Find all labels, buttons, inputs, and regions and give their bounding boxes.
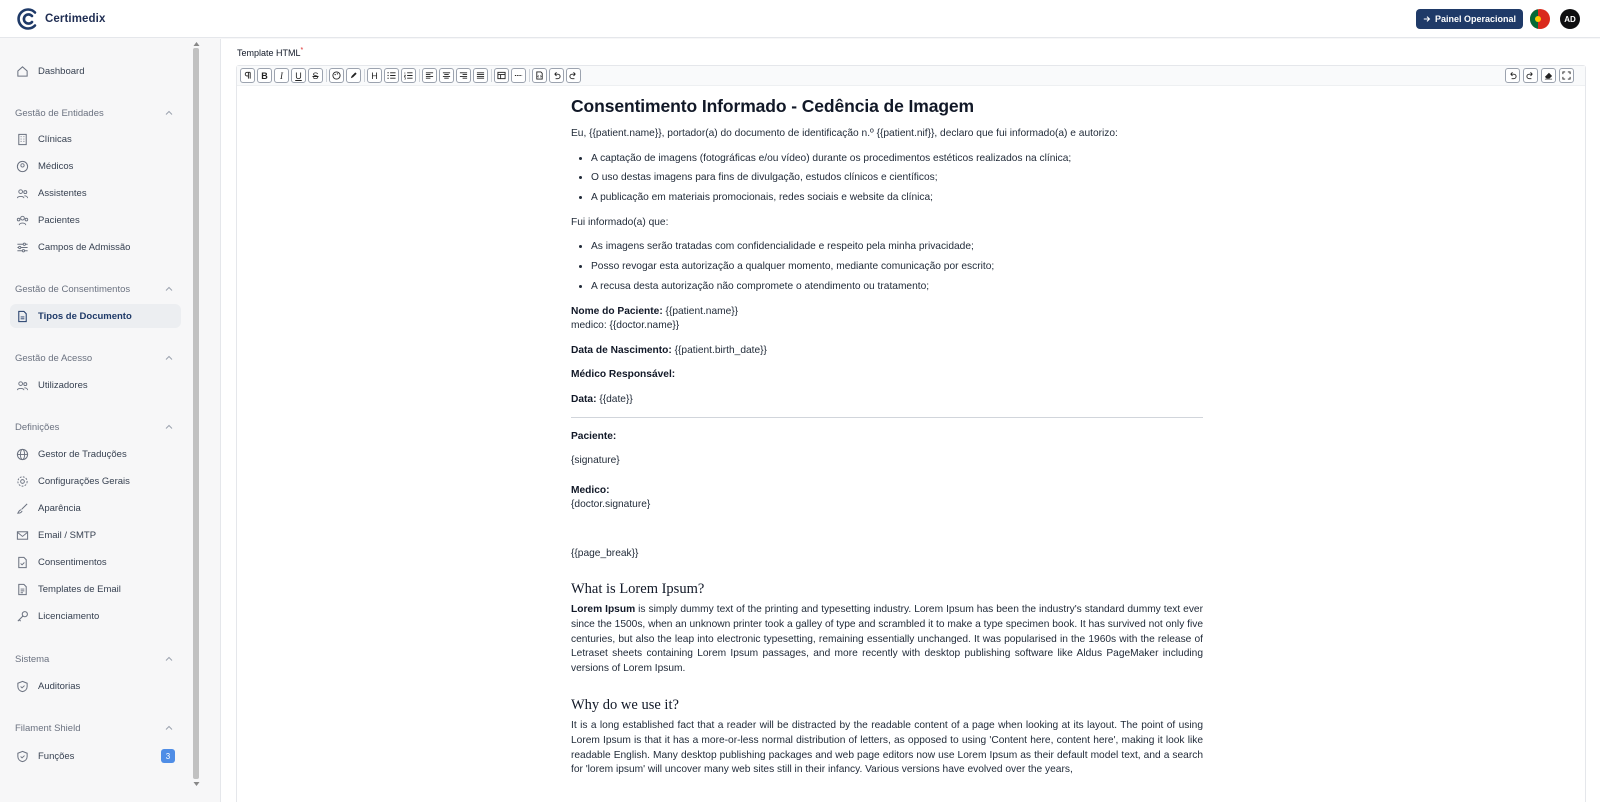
operational-panel-label: Painel Operacional [1435, 14, 1517, 24]
why-paragraph: It is a long established fact that a reader will be distracted by the readable content of a page when looking at its layout. The point of using Lorem Ipsum is that it has a more-or-less normal distribution of letters, as opposed to using 'Content here, content here', making it look like readable English. Many desktop publishing packages and web page editors now use Lorem Ipsum as their default model text, and a search for 'lorem ipsum' will uncover many web sites still in their infancy. Various versions have evolved over the years, [571, 720, 1203, 776]
chevron-up-icon[interactable] [165, 285, 173, 293]
envelope-icon [16, 529, 29, 542]
sidebar-item-label: Tipos de Documento [38, 310, 132, 322]
sidebar-item-medicos[interactable] [10, 154, 181, 178]
group-title-filament-shield[interactable]: Filament Shield [15, 723, 81, 734]
sidebar-item-assistentes[interactable] [10, 181, 181, 205]
user-circle-icon [16, 160, 29, 173]
sidebar-item-tipos-documento[interactable] [10, 304, 181, 328]
toolbar-divider [529, 69, 530, 82]
sidebar-item-consentimentos[interactable] [10, 550, 181, 574]
patient-signature-label-block [571, 430, 1203, 445]
document-title: Consentimento Informado - Cedência de Imagem [571, 96, 975, 116]
sidebar-item-label: Consentimentos [38, 556, 107, 568]
align-center-icon[interactable] [439, 68, 454, 83]
doctor-name-line: medico: {{doctor.name}} [571, 320, 680, 332]
sidebar-item-label: Dashboard [38, 65, 85, 77]
highlight-icon[interactable] [346, 68, 361, 83]
shield-check-icon [16, 680, 29, 693]
birth-date-block [571, 344, 1203, 359]
birth-date-value: {{patient.birth_date}} [671, 344, 767, 356]
source-icon[interactable] [532, 68, 547, 83]
building-icon [16, 133, 29, 146]
align-right-icon[interactable] [456, 68, 471, 83]
shield-check-icon [16, 750, 29, 763]
users-icon [16, 187, 29, 200]
app-name: Certimedix [45, 13, 106, 25]
operational-panel-button[interactable] [1416, 9, 1523, 29]
divider [571, 417, 1203, 418]
birth-date-label: Data de Nascimento: [571, 344, 672, 356]
doctor-signature: {doctor.signature} [571, 499, 651, 511]
bullet-list-icon[interactable] [384, 68, 399, 83]
sidebar-item-label: Médicos [38, 160, 74, 172]
sidebar-item-label: Email / SMTP [38, 529, 97, 541]
toolbar-divider [326, 69, 327, 82]
sidebar-item-label: Licenciamento [38, 610, 100, 622]
list-item: • O uso destas imagens para fins de divulgação, estudos clínicos e científicos; [591, 171, 1203, 186]
sidebar-item-email-smtp[interactable] [10, 523, 181, 547]
user-group-icon [16, 214, 29, 227]
group-title-system[interactable]: Sistema [15, 654, 50, 665]
top-bar [0, 0, 1600, 38]
sidebar-item-auditorias[interactable] [10, 674, 181, 698]
redo-icon[interactable] [1523, 68, 1538, 83]
scroll-thumb[interactable] [193, 48, 199, 779]
main-content [220, 39, 1600, 802]
home-icon [16, 65, 29, 78]
informed-list [571, 240, 1203, 294]
ordered-list-icon[interactable] [401, 68, 416, 83]
sidebar-item-label: Pacientes [38, 214, 80, 226]
portugal-flag-icon[interactable] [1530, 9, 1550, 29]
chevron-up-icon[interactable] [165, 109, 173, 117]
informed-paragraph: Fui informado(a) que: [571, 216, 669, 228]
sidebar-item-label: Assistentes [38, 187, 87, 199]
sidebar-item-pacientes[interactable] [10, 208, 181, 232]
sidebar-item-label: Auditorias [38, 680, 81, 692]
toolbar-divider [491, 69, 492, 82]
sidebar-item-label: Funções [38, 750, 75, 762]
scroll-up-arrow-icon[interactable] [193, 41, 200, 47]
date-block [571, 393, 1203, 408]
sidebar-item-aparencia[interactable] [10, 496, 181, 520]
sidebar-item-label: Configurações Gerais [38, 475, 130, 487]
align-left-icon[interactable] [422, 68, 437, 83]
document-check-icon [16, 556, 29, 569]
page-break-token: {{page_break}} [571, 547, 639, 559]
certimedix-logo-icon [16, 7, 40, 31]
sidebar-item-templates-email[interactable] [10, 577, 181, 601]
intro-paragraph: Eu, {{patient.name}}, portador(a) do documento de identificação n.º {{patient.nif}}, declaro que fui informado(a) e autorizo: [571, 128, 1118, 139]
group-title-settings[interactable]: Definições [15, 422, 60, 433]
sidebar-item-label: Gestor de Traduções [38, 448, 127, 460]
undo-icon[interactable] [1505, 68, 1520, 83]
list-item: • A recusa desta autorização não compromete o atendimento ou tratamento; [591, 280, 1203, 295]
sidebar-item-label: Utilizadores [38, 379, 88, 391]
sliders-icon [16, 241, 29, 254]
responsible-doctor-block [571, 368, 1203, 383]
patient-name-value: {{patient.name}} [662, 305, 739, 317]
patient-label: Paciente: [571, 431, 617, 443]
document-text-icon [16, 583, 29, 596]
group-title-entities[interactable]: Gestão de Entidades [15, 108, 104, 119]
sidebar [0, 39, 196, 802]
lorem-bold: Lorem Ipsum [571, 604, 636, 616]
document-icon [16, 310, 29, 323]
doctor-signature-block [571, 484, 1203, 513]
sidebar-item-campos-admissao[interactable] [10, 235, 181, 259]
undo-icon[interactable] [549, 68, 564, 83]
group-title-access[interactable]: Gestão de Acesso [15, 353, 93, 364]
sidebar-item-label: Aparência [38, 502, 81, 514]
sidebar-item-label: Clínicas [38, 133, 72, 145]
horizontal-rule-icon[interactable] [511, 68, 526, 83]
paintbrush-icon [16, 502, 29, 515]
fullscreen-icon[interactable] [1559, 68, 1574, 83]
toolbar-divider [419, 69, 420, 82]
scroll-down-arrow-icon[interactable] [193, 781, 200, 787]
date-label: Data: [571, 393, 597, 405]
app-logo[interactable] [16, 7, 105, 31]
paragraph-icon[interactable] [240, 68, 255, 83]
bold-icon[interactable]: B [257, 68, 272, 83]
document-content[interactable] [571, 96, 1203, 788]
gear-icon [16, 475, 29, 488]
patient-name-block [571, 305, 1203, 334]
sidebar-scrollbar[interactable] [193, 39, 200, 802]
template-html-label [237, 47, 303, 58]
functions-count-badge: 3 [161, 749, 175, 763]
lorem-paragraph [571, 603, 1203, 676]
list-item: • A publicação em materiais promocionais, redes sociais e website da clínica; [591, 191, 1203, 206]
sidebar-item-funcoes[interactable] [10, 744, 181, 768]
sidebar-item-label: Templates de Email [38, 583, 121, 595]
list-item: • As imagens serão tratadas com confidencialidade e respeito pela minha privacidade; [591, 240, 1203, 255]
heading-icon[interactable]: H [367, 68, 382, 83]
required-mark: * [300, 47, 304, 54]
chevron-up-icon[interactable] [165, 354, 173, 362]
table-icon[interactable] [494, 68, 509, 83]
color-icon[interactable] [329, 68, 344, 83]
html-editor[interactable] [236, 65, 1586, 802]
user-avatar[interactable]: AD [1560, 9, 1580, 29]
underline-icon[interactable]: U [291, 68, 306, 83]
strikethrough-icon[interactable]: S [308, 68, 323, 83]
arrow-right-icon [1423, 15, 1431, 23]
align-justify-icon[interactable] [473, 68, 488, 83]
sidebar-item-dashboard[interactable] [10, 59, 181, 83]
responsible-doctor-label: Médico Responsável: [571, 369, 676, 381]
medico-label: Medico: [571, 484, 610, 496]
heading-what-is-lorem: What is Lorem Ipsum? [571, 581, 705, 598]
list-item: • A captação de imagens (fotográficas e/ou vídeo) durante os procedimentos estéticos realizados na clínica; [591, 152, 1203, 167]
sidebar-item-gestor-traducoes[interactable] [10, 442, 181, 466]
sidebar-item-clinicas[interactable] [10, 127, 181, 151]
sidebar-item-configuracoes-gerais[interactable] [10, 469, 181, 493]
sidebar-item-label: Campos de Admissão [38, 241, 131, 253]
patient-signature: {signature} [571, 455, 620, 467]
heading-why-use: Why do we use it? [571, 697, 679, 714]
date-value: {{date}} [596, 393, 633, 405]
italic-icon[interactable]: I [274, 68, 289, 83]
lorem-rest: is simply dummy text of the printing and typesetting industry. Lorem Ipsum has been the industry's standard dummy text ever since the 1500s, when an unknown printer took a galley of type and scrambled it to make a type specimen book. It has survived not only five centuries, but also the leap into electronic typesetting, remaining essentially unchanged. It was popularised in the 1960s with the release of Letraset sheets containing Lorem Ipsum passages, and more recently with desktop publishing software like Aldus PageMaker including versions of Lorem Ipsum. [571, 604, 1203, 674]
sidebar-item-utilizadores[interactable] [10, 373, 181, 397]
patient-name-label: Nome do Paciente: [571, 305, 663, 317]
chevron-up-icon[interactable] [165, 423, 173, 431]
field-label-text: Template HTML [237, 48, 301, 58]
key-icon [16, 610, 29, 623]
chevron-up-icon[interactable] [165, 655, 173, 663]
users-icon [16, 379, 29, 392]
globe-icon [16, 448, 29, 461]
sidebar-item-licenciamento[interactable] [10, 604, 181, 628]
editor-toolbar [237, 66, 1585, 86]
group-title-consents[interactable]: Gestão de Consentimentos [15, 284, 131, 295]
redo-icon[interactable] [566, 68, 581, 83]
list-item: • Posso revogar esta autorização a qualquer momento, mediante comunicação por escrito; [591, 260, 1203, 275]
authorization-list [571, 152, 1203, 206]
eraser-icon[interactable] [1541, 68, 1556, 83]
chevron-up-icon[interactable] [165, 724, 173, 732]
toolbar-divider [364, 69, 365, 82]
